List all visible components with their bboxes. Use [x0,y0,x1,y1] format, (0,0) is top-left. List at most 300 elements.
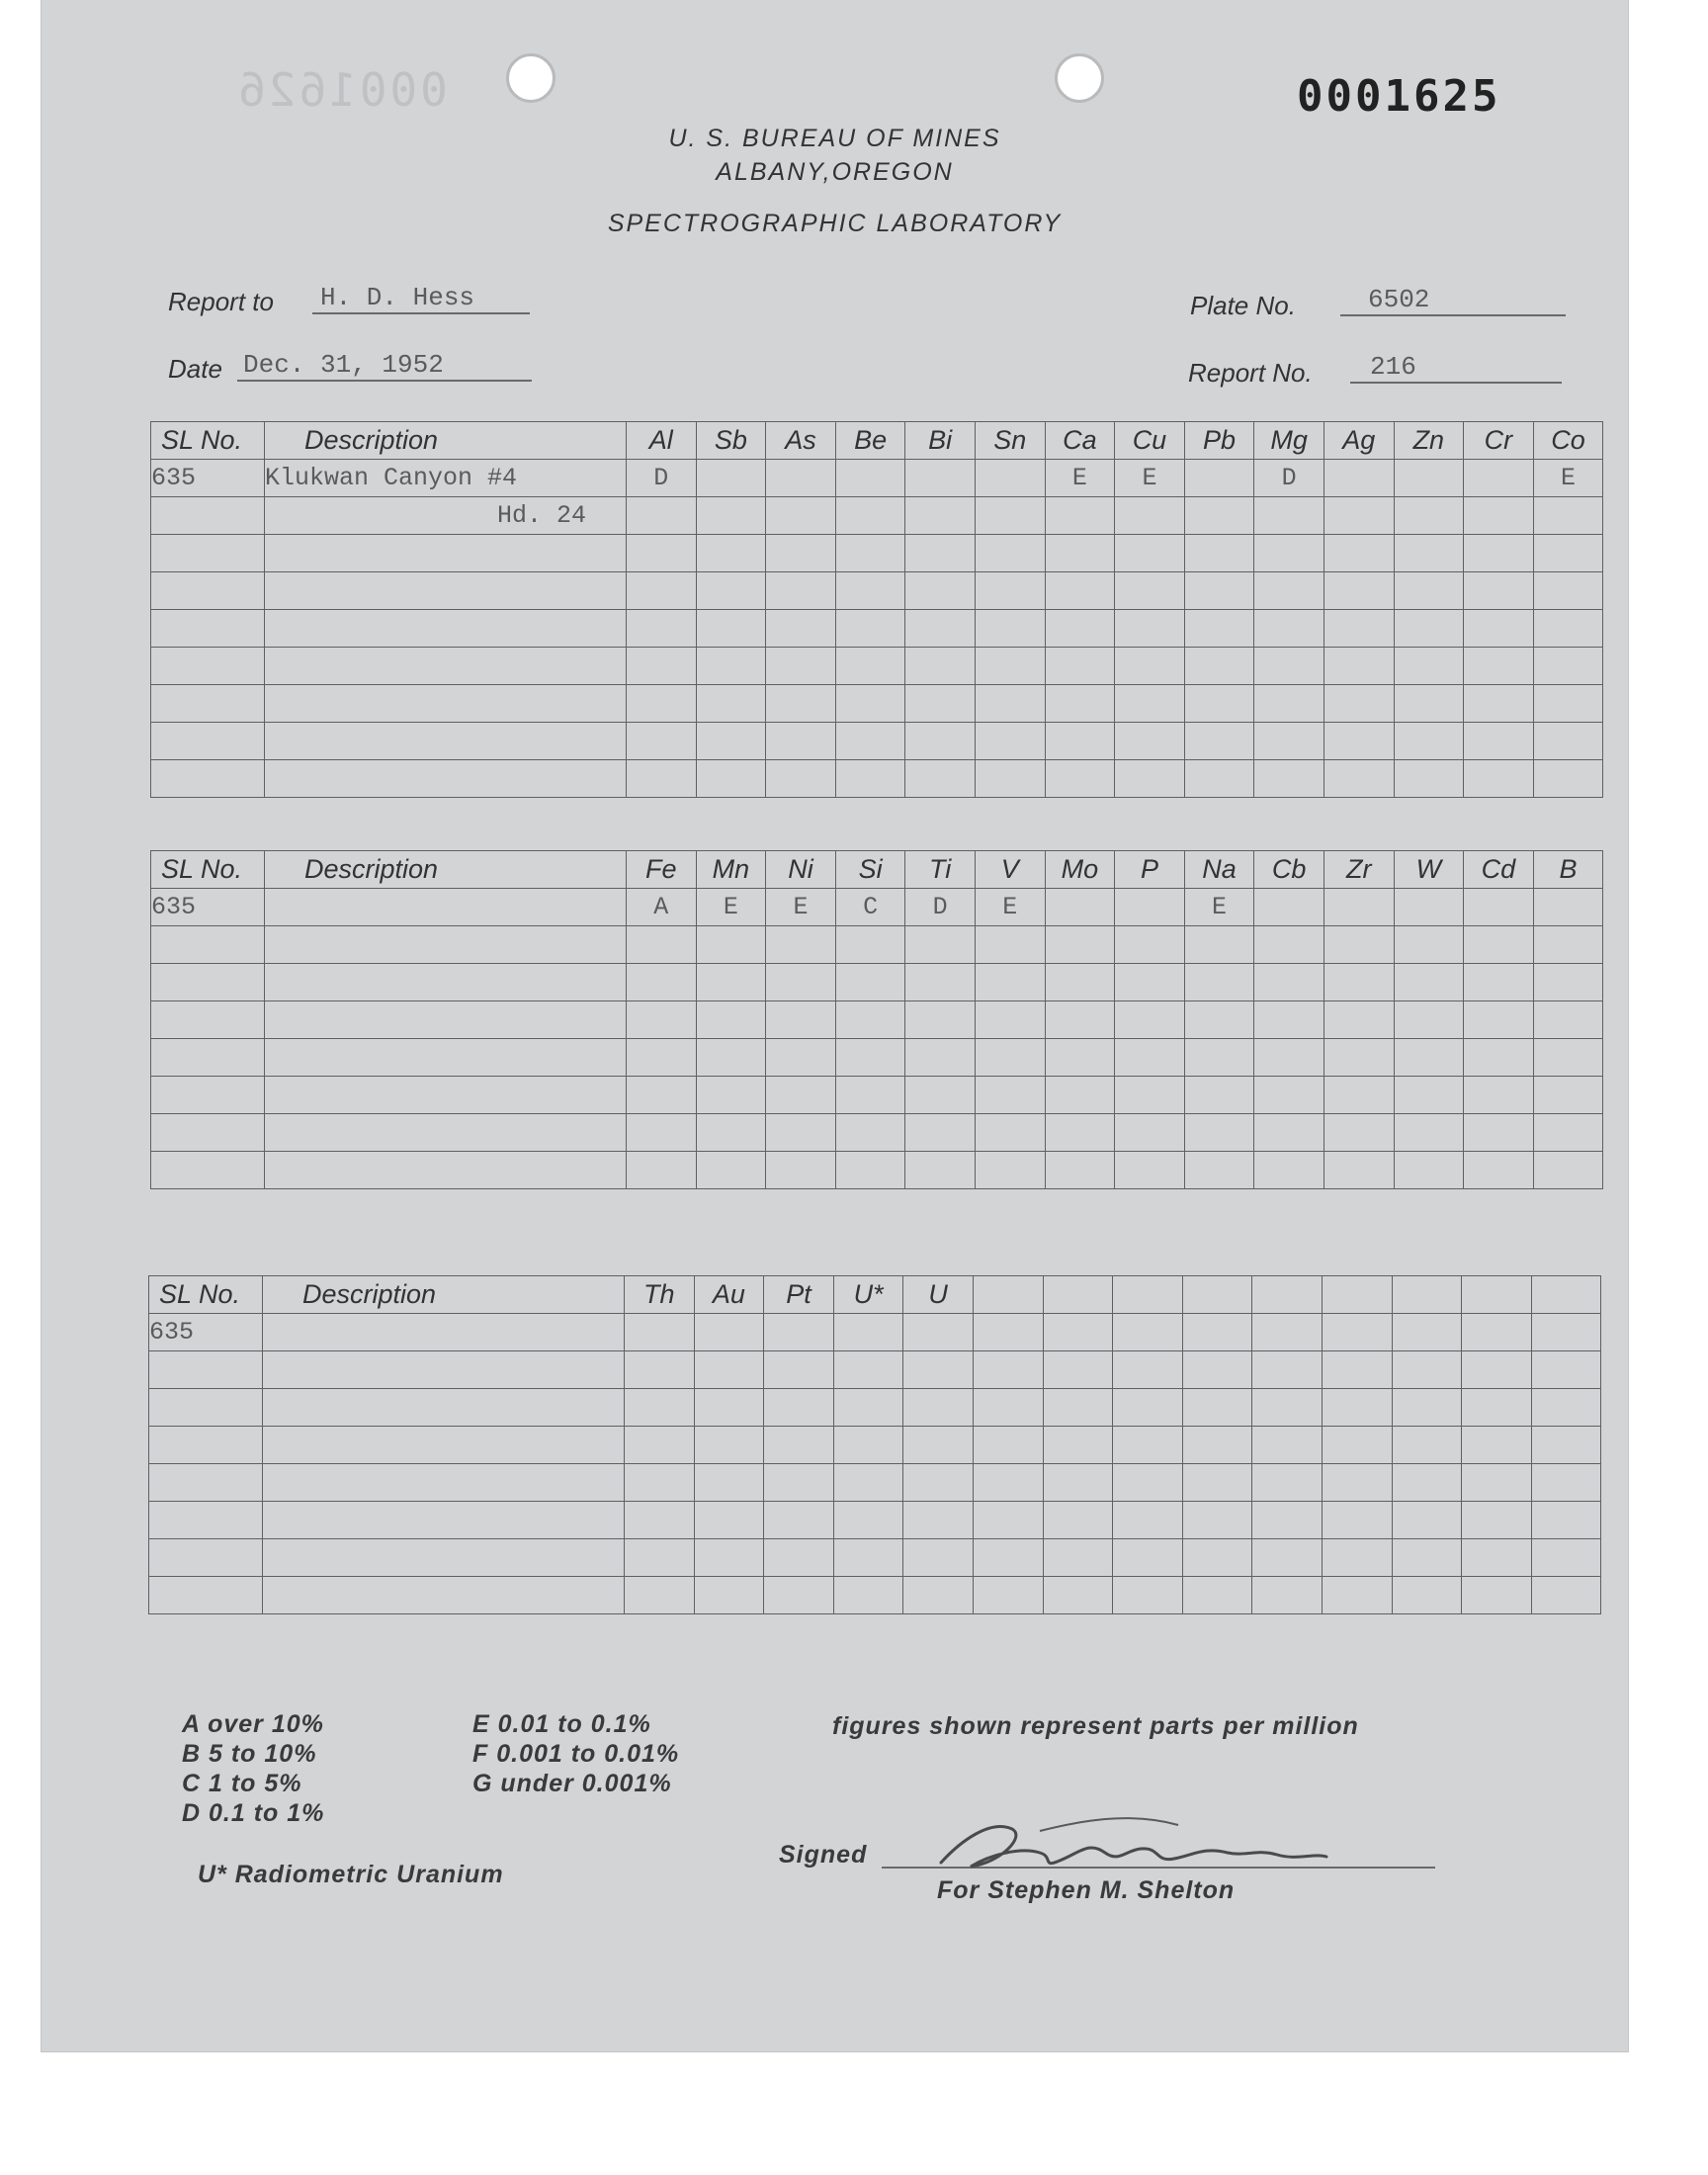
value-cell [973,1351,1043,1389]
value-cell [696,723,766,760]
value-cell [1533,1039,1603,1077]
value-cell [1254,926,1324,964]
value-cell [1254,1039,1324,1077]
value-cell [1184,610,1254,648]
value-cell [1392,1539,1462,1577]
value-cell [1392,1389,1462,1427]
blank-row [151,685,1603,723]
value-cell [1324,1152,1394,1189]
value-cell [1045,760,1115,798]
value-cell [1045,926,1115,964]
element-header: Ca [1045,422,1115,460]
value-cell: C [835,889,905,926]
blank-row [151,723,1603,760]
value-cell [1394,648,1464,685]
value-cell [975,572,1045,610]
value-cell [1045,1114,1115,1152]
value-cell [835,1039,905,1077]
value-cell [1464,497,1534,535]
value-cell [1184,926,1254,964]
value-cell [835,760,905,798]
value-cell [1045,1152,1115,1189]
value-cell [1184,1114,1254,1152]
value-cell [764,1577,834,1614]
value-cell: D [627,460,697,497]
value-cell [625,1539,695,1577]
report-no-label: Report No. [1188,358,1313,388]
element-header: Au [694,1276,764,1314]
value-cell [1531,1427,1601,1464]
table-header-row [151,851,1603,889]
value-cell [1533,1001,1603,1039]
element-header: Mo [1045,851,1115,889]
value-cell [1254,760,1324,798]
value-cell [694,1314,764,1351]
value-cell [1464,535,1534,572]
element-header: Si [835,851,905,889]
value-cell [1115,760,1185,798]
value-cell [1324,760,1394,798]
value-cell [696,610,766,648]
value-cell [1184,1039,1254,1077]
value-cell [1464,572,1534,610]
value-cell: D [1254,460,1324,497]
report-no-value: 216 [1370,352,1416,382]
value-cell [1324,685,1394,723]
plate-no-line [1340,285,1566,316]
value-cell [1115,926,1185,964]
value-cell [1464,1077,1534,1114]
value-cell [903,1539,974,1577]
value-cell [1394,760,1464,798]
legend-e: E 0.01 to 0.1% [472,1710,651,1738]
value-cell [1115,889,1185,926]
value-cell [1254,572,1324,610]
value-cell: A [627,889,697,926]
sl-no-cell [149,1539,263,1577]
value-cell [766,535,836,572]
value-cell [1254,723,1324,760]
report-to-line [312,283,530,314]
report-to-label: Report to [168,287,274,316]
value-cell [1324,572,1394,610]
blank-row [149,1577,1601,1614]
value-cell [1184,964,1254,1001]
blank-row [151,1152,1603,1189]
value-cell [1115,610,1185,648]
sl-no-cell [151,685,265,723]
value-cell [905,1114,976,1152]
value-cell [1464,723,1534,760]
blank-row [151,760,1603,798]
value-cell [1115,685,1185,723]
element-header: Mn [696,851,766,889]
value-cell [1115,1114,1185,1152]
value-cell [1394,1039,1464,1077]
value-cell [1464,648,1534,685]
value-cell [903,1427,974,1464]
legend-b: B 5 to 10% [182,1740,317,1768]
description-cell [265,685,627,723]
value-cell [905,1152,976,1189]
value-cell [1115,572,1185,610]
element-header: Co [1533,422,1603,460]
element-header: Na [1184,851,1254,889]
element-header [1392,1276,1462,1314]
value-cell [694,1389,764,1427]
description-cell [265,1039,627,1077]
sl-no-cell [151,926,265,964]
location-title: ALBANY,OREGON [716,158,954,186]
value-cell [975,497,1045,535]
legend-d: D 0.1 to 1% [182,1799,325,1827]
value-cell [1115,723,1185,760]
value-cell [766,610,836,648]
value-cell [833,1351,903,1389]
value-cell [1392,1502,1462,1539]
sl-no-cell [149,1464,263,1502]
value-cell [696,926,766,964]
sl-no-header: SL No. [149,1276,263,1314]
value-cell [1045,889,1115,926]
value-cell [1394,572,1464,610]
value-cell [1462,1577,1532,1614]
blank-row [149,1427,1601,1464]
value-cell [1184,572,1254,610]
value-cell [1533,1152,1603,1189]
description-header: Description [265,422,627,460]
value-cell [975,1039,1045,1077]
sl-no-cell [151,964,265,1001]
value-cell [1043,1539,1113,1577]
description-cell [265,535,627,572]
value-cell [905,535,976,572]
element-header: Pb [1184,422,1254,460]
value-cell [1394,889,1464,926]
description-cell [265,760,627,798]
value-cell [1252,1539,1323,1577]
value-cell [625,1427,695,1464]
value-cell [1045,497,1115,535]
description-cell [263,1539,625,1577]
value-cell [1462,1464,1532,1502]
value-cell [1115,1001,1185,1039]
element-header: Zr [1324,851,1394,889]
faint-bleed-stamp: 0001626 [235,63,448,117]
value-cell [1531,1314,1601,1351]
value-cell [1464,1114,1534,1152]
sl-no-cell [151,1077,265,1114]
value-cell [905,610,976,648]
value-cell [766,926,836,964]
value-cell [975,926,1045,964]
table-header-row [149,1276,1601,1314]
value-cell [1533,610,1603,648]
legend-g: G under 0.001% [472,1770,672,1797]
figures-note: figures shown represent parts per million [832,1712,1359,1740]
value-cell [903,1464,974,1502]
blank-row [151,1039,1603,1077]
value-cell [833,1539,903,1577]
description-header: Description [263,1276,625,1314]
value-cell [696,497,766,535]
value-cell [833,1427,903,1464]
value-cell [1324,889,1394,926]
value-cell [1533,723,1603,760]
value-cell [1394,685,1464,723]
value-cell [1462,1351,1532,1389]
value-cell [1045,648,1115,685]
element-header: B [1533,851,1603,889]
value-cell [696,535,766,572]
value-cell [627,1152,697,1189]
value-cell [1392,1314,1462,1351]
blank-row [149,1464,1601,1502]
sl-no-cell [151,1039,265,1077]
value-cell [1184,760,1254,798]
value-cell [1533,535,1603,572]
value-cell [1115,497,1185,535]
value-cell [1184,1001,1254,1039]
value-cell [1115,1039,1185,1077]
description-cell [265,1152,627,1189]
value-cell [975,1152,1045,1189]
lab-title: SPECTROGRAPHIC LABORATORY [607,210,1063,237]
value-cell [766,1039,836,1077]
sl-no-cell [151,760,265,798]
sl-no-header: SL No. [151,851,265,889]
value-cell [1184,1152,1254,1189]
value-cell [1462,1389,1532,1427]
value-cell [696,964,766,1001]
value-cell [905,1039,976,1077]
value-cell [1533,497,1603,535]
value-cell [766,572,836,610]
signed-label: Signed [779,1841,868,1869]
element-header: Th [625,1276,695,1314]
value-cell [1324,610,1394,648]
value-cell [694,1464,764,1502]
value-cell [1252,1314,1323,1351]
sl-no-cell [151,535,265,572]
value-cell [903,1577,974,1614]
value-cell [1394,535,1464,572]
value-cell [1182,1502,1252,1539]
value-cell [1324,1077,1394,1114]
table-row [151,460,1603,497]
value-cell [1252,1502,1323,1539]
value-cell [1254,964,1324,1001]
value-cell [1464,610,1534,648]
value-cell [766,497,836,535]
sl-no-cell [149,1389,263,1427]
element-table-2 [150,850,1603,1189]
value-cell [696,648,766,685]
value-cell [1462,1314,1532,1351]
value-cell [973,1502,1043,1539]
sl-no-header: SL No. [151,422,265,460]
description-header: Description [265,851,627,889]
blank-row [151,926,1603,964]
punch-hole-left [506,53,555,103]
blank-row [151,610,1603,648]
value-cell [766,1152,836,1189]
description-cell [265,926,627,964]
value-cell [1254,1077,1324,1114]
value-cell [903,1502,974,1539]
element-header: Ti [905,851,976,889]
blank-row [151,964,1603,1001]
value-cell [625,1464,695,1502]
element-header: V [975,851,1045,889]
value-cell [1533,926,1603,964]
description-cell [263,1502,625,1539]
value-cell [1392,1427,1462,1464]
element-header [1182,1276,1252,1314]
value-cell [1322,1464,1392,1502]
value-cell [1324,926,1394,964]
serial-number: 0001625 [1297,71,1501,122]
element-header [1531,1276,1601,1314]
element-header: Cb [1254,851,1324,889]
value-cell [764,1389,834,1427]
value-cell [835,610,905,648]
date-line [237,350,532,382]
value-cell [1115,964,1185,1001]
date-value: Dec. 31, 1952 [243,350,444,380]
value-cell [973,1539,1043,1577]
blank-row [151,1114,1603,1152]
description-cell [263,1351,625,1389]
value-cell [696,460,766,497]
element-header: U [903,1276,974,1314]
sl-no-cell [149,1427,263,1464]
value-cell [1533,648,1603,685]
value-cell [1182,1314,1252,1351]
value-cell [1252,1389,1323,1427]
value-cell [696,572,766,610]
value-cell [1043,1314,1113,1351]
description-cell [263,1389,625,1427]
sl-no-cell [151,1001,265,1039]
value-cell [1394,723,1464,760]
value-cell [1254,1152,1324,1189]
value-cell [1252,1351,1323,1389]
value-cell [766,1114,836,1152]
value-cell [694,1502,764,1539]
value-cell [627,610,697,648]
value-cell [627,572,697,610]
element-header: Bi [905,422,976,460]
value-cell [905,1077,976,1114]
value-cell [1115,535,1185,572]
value-cell [1254,497,1324,535]
value-cell [1394,460,1464,497]
value-cell [975,1077,1045,1114]
value-cell [1113,1502,1183,1539]
value-cell [696,1077,766,1114]
value-cell [627,926,697,964]
value-cell [835,926,905,964]
element-header: Mg [1254,422,1324,460]
value-cell [903,1351,974,1389]
value-cell [1462,1539,1532,1577]
value-cell [833,1502,903,1539]
element-header [1322,1276,1392,1314]
value-cell [1394,1114,1464,1152]
value-cell [1182,1389,1252,1427]
table-row [149,1314,1601,1351]
element-header: W [1394,851,1464,889]
value-cell [835,1152,905,1189]
value-cell [764,1539,834,1577]
value-cell [1184,460,1254,497]
value-cell [694,1427,764,1464]
sl-no-cell [151,723,265,760]
value-cell [1464,1039,1534,1077]
value-cell [1182,1464,1252,1502]
value-cell [975,760,1045,798]
value-cell [1533,889,1603,926]
value-cell [1531,1577,1601,1614]
value-cell [1182,1577,1252,1614]
value-cell [975,535,1045,572]
sl-no-cell [151,610,265,648]
table-row [151,497,1603,535]
value-cell [1531,1464,1601,1502]
value-cell [975,723,1045,760]
value-cell [833,1464,903,1502]
value-cell [975,685,1045,723]
value-cell [1394,926,1464,964]
description-cell [265,1114,627,1152]
value-cell [1113,1464,1183,1502]
value-cell [1045,610,1115,648]
value-cell: E [1184,889,1254,926]
sl-no-cell: 635 [151,889,265,926]
value-cell [1464,760,1534,798]
value-cell [1113,1314,1183,1351]
value-cell [905,497,976,535]
value-cell [1045,572,1115,610]
value-cell [766,460,836,497]
value-cell [973,1427,1043,1464]
value-cell [1322,1427,1392,1464]
value-cell [835,685,905,723]
value-cell [1392,1351,1462,1389]
element-header [1462,1276,1532,1314]
legend-f: F 0.001 to 0.01% [472,1740,680,1768]
value-cell [1324,1001,1394,1039]
report-no-line [1350,352,1562,384]
description-cell [263,1464,625,1502]
element-header: Cu [1115,422,1185,460]
value-cell [1043,1577,1113,1614]
value-cell [903,1314,974,1351]
value-cell [1115,1077,1185,1114]
value-cell [627,1039,697,1077]
plate-no-value: 6502 [1368,285,1430,314]
value-cell [905,648,976,685]
value-cell [1254,889,1324,926]
description-cell [265,648,627,685]
element-header: Pt [764,1276,834,1314]
description-cell [265,964,627,1001]
value-cell [764,1502,834,1539]
value-cell: D [905,889,976,926]
blank-row [151,572,1603,610]
value-cell [1184,648,1254,685]
